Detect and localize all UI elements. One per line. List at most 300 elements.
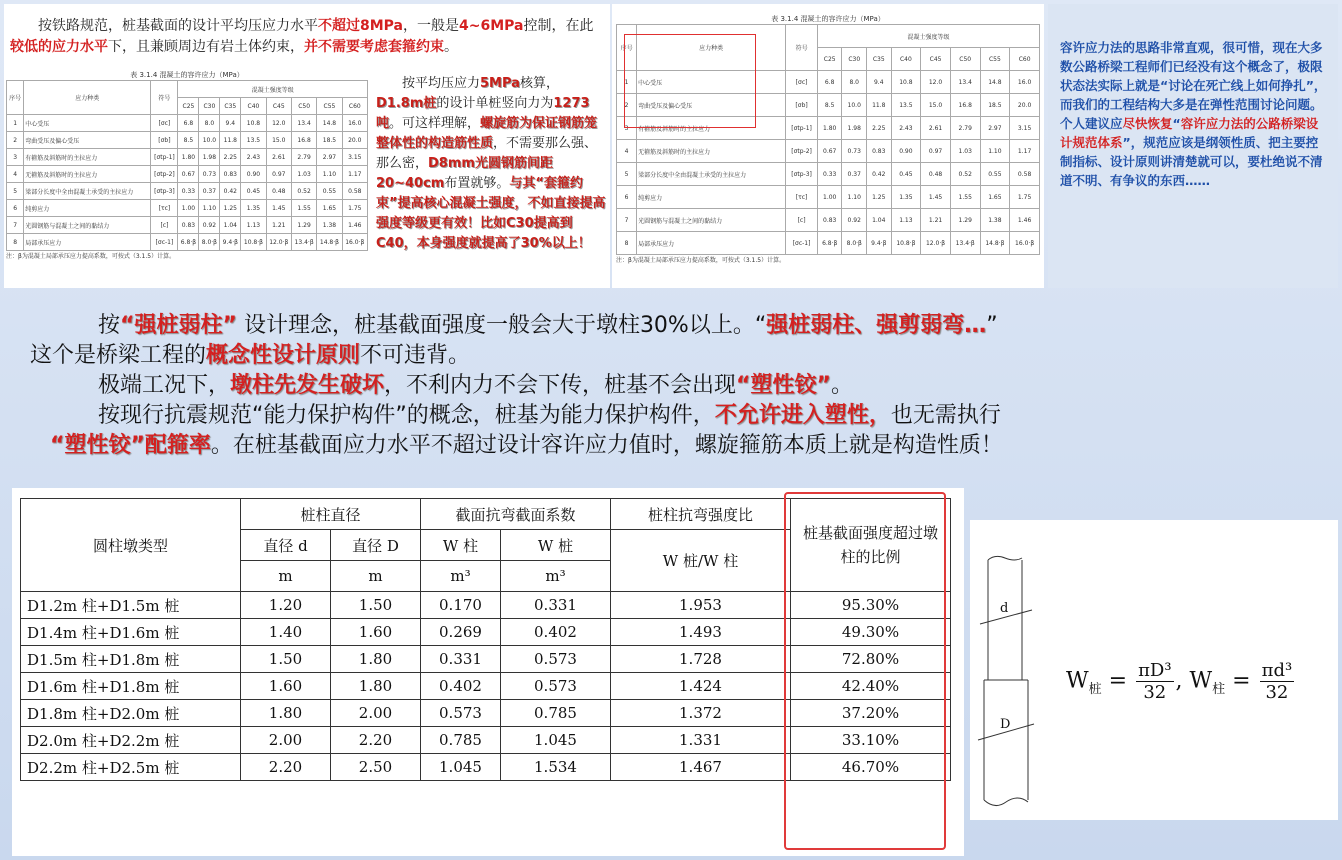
mini-cell-value: 1.10	[842, 186, 867, 209]
mini-cell-no: 8	[7, 234, 24, 251]
cell-type: D1.5m 柱+D1.8m 桩	[21, 646, 241, 673]
cell-d: 1.50	[241, 646, 331, 673]
mini-table-row	[617, 209, 1040, 232]
mini-cell-value: 9.4·β	[220, 234, 241, 251]
mini-cell-type: 纯剪应力	[637, 186, 786, 209]
mini-cell-value: 13.5	[891, 94, 921, 117]
railway-paragraph: 按铁路规范，桩基截面的设计平均压应力水平不超过8MPa，一般是4~6MPa控制，在此较低的应力水平下，且兼顾周边有岩土体约束，并不需要考虑套箍约束。	[10, 18, 594, 55]
mini-cell-value: 1.75	[342, 200, 367, 217]
mini-cell-type: 局部承压应力	[637, 232, 786, 255]
cell-w-pile: 1.045	[501, 727, 611, 754]
mini-cell-value: 1.29	[950, 209, 980, 232]
mini-cell-value: 1.80	[817, 117, 842, 140]
mini-cell-value: 0.48	[266, 183, 291, 200]
mini-table-row	[617, 232, 1040, 255]
mini-cell-value: 6.8·β	[178, 234, 199, 251]
principle-line-2: 这个是桥梁工程的概念性设计原则不可违背。	[30, 343, 471, 368]
mini-header-grade: C30	[842, 48, 867, 71]
mini-header-grade: C50	[950, 48, 980, 71]
cell-strength-ratio: 1.728	[611, 646, 791, 673]
mini-cell-value: 0.55	[317, 183, 342, 200]
cell-D: 2.50	[331, 754, 421, 781]
mini-header-grade: C25	[178, 98, 199, 115]
mini-header-grade: C55	[980, 48, 1010, 71]
mini-cell-no: 1	[7, 115, 24, 132]
cell-d: 1.80	[241, 700, 331, 727]
mini-cell-value: 1.17	[1010, 140, 1040, 163]
cell-w-column: 1.045	[421, 754, 501, 781]
label-d: d	[1000, 601, 1009, 616]
mini-table-row	[617, 163, 1040, 186]
mini-cell-value: 0.52	[291, 183, 316, 200]
mini-cell-value: 0.45	[241, 183, 266, 200]
cell-w-column: 0.331	[421, 646, 501, 673]
cell-D: 2.20	[331, 727, 421, 754]
mini-cell-value: 10.8	[241, 115, 266, 132]
mini-cell-no: 5	[7, 183, 24, 200]
mini-table-row	[7, 217, 368, 234]
mini-cell-value: 16.8	[291, 132, 316, 149]
mini-cell-no: 7	[617, 209, 637, 232]
mini-cell-value: 1.29	[291, 217, 316, 234]
cell-d: 2.20	[241, 754, 331, 781]
mini-cell-value: 6.8·β	[817, 232, 842, 255]
header-D: 直径 D	[331, 530, 421, 561]
pile-column-table-panel	[12, 488, 964, 856]
cell-exceed-ratio: 42.40%	[791, 673, 951, 700]
mini-cell-symbol: [σtp-3]	[786, 163, 818, 186]
mini-cell-type: 有箍筋及斜筋时的主拉应力	[637, 117, 786, 140]
mini-cell-value: 3.15	[1010, 117, 1040, 140]
mini-header-grade: C45	[921, 48, 951, 71]
mini-cell-symbol: [σb]	[151, 132, 178, 149]
cell-d: 2.00	[241, 727, 331, 754]
header-w-ratio: W 桩/W 柱	[611, 530, 791, 592]
mini-cell-value: 0.92	[842, 209, 867, 232]
mini-cell-value: 6.8	[817, 71, 842, 94]
unit-w-pile: m³	[501, 561, 611, 592]
header-w-pile: W 桩	[501, 530, 611, 561]
mini-cell-value: 1.10	[980, 140, 1010, 163]
cell-exceed-ratio: 95.30%	[791, 592, 951, 619]
panel-railway-note	[4, 4, 610, 288]
principle-line-5: “塑性铰”配箍率。在桩基截面应力水平不超过设计容许应力值时，螺旋箍筋本质上就是构造性质！	[50, 433, 1003, 458]
header-w-column: W 柱	[421, 530, 501, 561]
mini-cell-no: 2	[617, 94, 637, 117]
mini-cell-symbol: [σb]	[786, 94, 818, 117]
mini-cell-value: 2.79	[291, 149, 316, 166]
mini-table-title: 表 3.1.4 混凝土的容许应力（MPa）	[130, 71, 244, 79]
principle-line-4: 按现行抗震规范“能力保护构件”的概念，桩基为能力保护构件，不允许进入塑性，也无需执行	[98, 403, 1001, 428]
mini-cell-value: 2.43	[891, 117, 921, 140]
cell-strength-ratio: 1.953	[611, 592, 791, 619]
mini-table-row	[617, 186, 1040, 209]
principle-line-3: 极端工况下，墩柱先发生破坏，不利内力不会下传，桩基不会出现“塑性铰”。	[98, 373, 853, 398]
mini-header-type: 应力种类	[24, 81, 151, 115]
header-strength-ratio: 桩柱抗弯强度比	[611, 499, 791, 530]
mini-cell-value: 1.38	[317, 217, 342, 234]
mini-header-grade: C60	[1010, 48, 1040, 71]
mini-header-grade: C50	[291, 98, 316, 115]
mini-cell-value: 1.35	[241, 200, 266, 217]
mini-cell-value: 1.65	[980, 186, 1010, 209]
mini-cell-value: 11.8	[220, 132, 241, 149]
mini-cell-no: 2	[7, 132, 24, 149]
mini-cell-no: 1	[617, 71, 637, 94]
mini-cell-value: 13.4·β	[950, 232, 980, 255]
cell-type: D1.6m 柱+D1.8m 桩	[21, 673, 241, 700]
mini-cell-no: 4	[7, 166, 24, 183]
mini-header-grade-group: 混凝土强度等级	[178, 81, 368, 98]
mini-cell-value: 1.46	[342, 217, 367, 234]
mini-cell-no: 7	[7, 217, 24, 234]
mini-header-grade: C35	[867, 48, 892, 71]
header-type: 圆柱墩类型	[21, 499, 241, 592]
cell-strength-ratio: 1.493	[611, 619, 791, 646]
mini-cell-value: 1.25	[867, 186, 892, 209]
mini-cell-no: 6	[617, 186, 637, 209]
section-modulus-formula: $W_桩$ = $\frac{\text{πD³}}{32}$ , $W_柱$ = $\frac{\text{πd³}}{32}$	[1066, 660, 1293, 703]
cell-exceed-ratio: 46.70%	[791, 754, 951, 781]
mini-cell-type: 光圆钢筋与混凝土之间的黏结力	[637, 209, 786, 232]
mini-cell-symbol: [σtp-2]	[786, 140, 818, 163]
mini-cell-value: 1.80	[178, 149, 199, 166]
mini-cell-no: 3	[7, 149, 24, 166]
mini-cell-value: 1.55	[291, 200, 316, 217]
mini-header-grade: C45	[266, 98, 291, 115]
unit-D: m	[331, 561, 421, 592]
panel-allowable-stress-table	[612, 4, 1044, 288]
mini-cell-value: 8.0·β	[842, 232, 867, 255]
unit-w-column: m³	[421, 561, 501, 592]
mini-cell-value: 14.8	[980, 71, 1010, 94]
mini-cell-no: 8	[617, 232, 637, 255]
mini-cell-value: 1.25	[220, 200, 241, 217]
mini-cell-value: 2.97	[317, 149, 342, 166]
mini-cell-value: 0.33	[817, 163, 842, 186]
mini-cell-value: 13.5	[241, 132, 266, 149]
mini-cell-value: 1.98	[842, 117, 867, 140]
mini-cell-symbol: [σtp-2]	[151, 166, 178, 183]
opinion-text: 容许应力法的思路非常直观，很可惜，现在大多数公路桥梁工程师们已经没有这个概念了，极限状态法实际上就是“讨论在死亡线上如何挣扎”，而我们的工程结构大多是在弹性范围讨论问题。个人建议应尽快恢复“容许应力法的公路桥梁设计规范体系”，规范应该是纲领性质、把主要控制指标、设计原则讲清楚就可以，要杜绝说不清道不明、有争议的东西……	[1060, 40, 1327, 188]
mini-cell-type: 有箍筋及斜筋时的主拉应力	[24, 149, 151, 166]
mini-cell-value: 12.0·β	[266, 234, 291, 251]
mini-cell-value: 8.0	[199, 115, 220, 132]
mini-cell-value: 0.33	[178, 183, 199, 200]
mini-table-left	[6, 70, 368, 260]
cell-strength-ratio: 1.331	[611, 727, 791, 754]
header-diameter: 桩柱直径	[241, 499, 421, 530]
mini-cell-value: 0.67	[817, 140, 842, 163]
mini-cell-value: 8.0	[842, 71, 867, 94]
mini-header-grade: C40	[241, 98, 266, 115]
cell-exceed-ratio: 37.20%	[791, 700, 951, 727]
mini-cell-type: 纯剪应力	[24, 200, 151, 217]
mini-cell-value: 0.97	[921, 140, 951, 163]
mini-cell-type: 中心受压	[24, 115, 151, 132]
mini-cell-value: 0.48	[921, 163, 951, 186]
mini-cell-value: 6.8	[178, 115, 199, 132]
mini-cell-value: 2.61	[921, 117, 951, 140]
mini-cell-value: 2.79	[950, 117, 980, 140]
cell-d: 1.20	[241, 592, 331, 619]
mini-header-symbol: 符号	[151, 81, 178, 115]
mini-table-row	[7, 166, 368, 183]
mini-table-title: 表 3.1.4 混凝土的容许应力（MPa）	[771, 15, 885, 23]
mini-cell-value: 0.37	[842, 163, 867, 186]
mini-cell-no: 4	[617, 140, 637, 163]
mini-cell-value: 1.10	[199, 200, 220, 217]
exceed-ratio-highlight	[784, 492, 946, 850]
cell-w-pile: 0.331	[501, 592, 611, 619]
mini-cell-value: 16.0·β	[1010, 232, 1040, 255]
highlight-frame	[624, 34, 756, 128]
mini-cell-value: 0.45	[891, 163, 921, 186]
cell-type: D2.0m 柱+D2.2m 桩	[21, 727, 241, 754]
mini-header-grade: C40	[891, 48, 921, 71]
mini-header-grade: C55	[317, 98, 342, 115]
pile-column-figure	[970, 520, 1338, 820]
mini-cell-symbol: [c]	[786, 209, 818, 232]
mini-cell-value: 8.0·β	[199, 234, 220, 251]
mini-cell-symbol: [σc]	[151, 115, 178, 132]
cell-w-column: 0.170	[421, 592, 501, 619]
mini-cell-value: 0.67	[178, 166, 199, 183]
mini-cell-value: 2.97	[980, 117, 1010, 140]
mini-cell-value: 10.0	[199, 132, 220, 149]
mini-header-grade: C25	[817, 48, 842, 71]
mini-cell-value: 1.00	[178, 200, 199, 217]
mini-cell-value: 1.45	[921, 186, 951, 209]
mini-cell-value: 1.21	[266, 217, 291, 234]
mini-cell-value: 3.15	[342, 149, 367, 166]
cell-D: 1.50	[331, 592, 421, 619]
mini-cell-value: 0.83	[178, 217, 199, 234]
mini-table-row	[7, 149, 368, 166]
cell-exceed-ratio: 49.30%	[791, 619, 951, 646]
mini-cell-value: 20.0	[342, 132, 367, 149]
mini-cell-value: 18.5	[317, 132, 342, 149]
mini-cell-value: 9.4·β	[867, 232, 892, 255]
mini-cell-type: 梁部分长度中全由混凝土承受的主拉应力	[24, 183, 151, 200]
mini-cell-value: 16.0·β	[342, 234, 367, 251]
header-section-modulus: 截面抗弯截面系数	[421, 499, 611, 530]
mini-cell-value: 0.73	[842, 140, 867, 163]
cell-type: D2.2m 柱+D2.5m 桩	[21, 754, 241, 781]
mini-cell-value: 0.83	[220, 166, 241, 183]
mini-cell-value: 1.04	[220, 217, 241, 234]
mini-header-symbol: 符号	[786, 25, 818, 71]
panel-opinion	[1048, 4, 1338, 288]
cell-d: 1.60	[241, 673, 331, 700]
mini-cell-value: 14.8	[317, 115, 342, 132]
mini-header-no: 序号	[7, 81, 24, 115]
mini-cell-value: 10.8·β	[891, 232, 921, 255]
mini-cell-value: 0.58	[342, 183, 367, 200]
design-principles-text	[0, 296, 1342, 518]
mini-cell-value: 0.83	[817, 209, 842, 232]
mini-cell-symbol: [σc-1]	[151, 234, 178, 251]
mini-cell-type: 光圆钢筋与混凝土之间的黏结力	[24, 217, 151, 234]
mini-cell-value: 10.8·β	[241, 234, 266, 251]
mini-cell-value: 8.5	[178, 132, 199, 149]
mini-cell-value: 13.4	[291, 115, 316, 132]
cell-exceed-ratio: 33.10%	[791, 727, 951, 754]
mini-cell-value: 0.52	[950, 163, 980, 186]
mini-cell-value: 0.73	[199, 166, 220, 183]
mini-cell-value: 12.0·β	[921, 232, 951, 255]
cell-w-pile: 0.402	[501, 619, 611, 646]
mini-cell-value: 0.92	[199, 217, 220, 234]
mini-cell-type: 局部承压应力	[24, 234, 151, 251]
mini-cell-value: 1.10	[317, 166, 342, 183]
mini-cell-symbol: [σtp-1]	[151, 149, 178, 166]
cell-w-pile: 0.573	[501, 673, 611, 700]
header-exceed-ratio: 桩基截面强度超过墩柱的比例	[791, 499, 951, 592]
cell-strength-ratio: 1.372	[611, 700, 791, 727]
mini-header-grade: C60	[342, 98, 367, 115]
header-d: 直径 d	[241, 530, 331, 561]
mini-table-row	[7, 115, 368, 132]
mini-table-row	[7, 234, 368, 251]
mini-cell-value: 9.4	[867, 71, 892, 94]
mini-table-row	[617, 140, 1040, 163]
mini-cell-type: 中心受压	[637, 71, 786, 94]
mini-cell-value: 1.17	[342, 166, 367, 183]
mini-cell-value: 0.42	[220, 183, 241, 200]
mini-cell-symbol: [τc]	[786, 186, 818, 209]
mini-cell-value: 1.65	[317, 200, 342, 217]
mini-cell-value: 10.0	[842, 94, 867, 117]
mini-cell-value: 9.4	[220, 115, 241, 132]
mini-cell-type: 弯曲受压及偏心受压	[637, 94, 786, 117]
mini-cell-value: 11.8	[867, 94, 892, 117]
column-break-line	[988, 556, 1022, 560]
mini-cell-value: 1.00	[817, 186, 842, 209]
mini-cell-value: 13.4	[950, 71, 980, 94]
mini-cell-no: 3	[617, 117, 637, 140]
mini-cell-type: 无箍筋及斜筋时的主拉应力	[24, 166, 151, 183]
mini-cell-value: 1.55	[950, 186, 980, 209]
cell-type: D1.4m 柱+D1.6m 桩	[21, 619, 241, 646]
cell-w-pile: 1.534	[501, 754, 611, 781]
cell-D: 1.60	[331, 619, 421, 646]
mini-cell-value: 1.04	[867, 209, 892, 232]
mini-cell-value: 1.45	[266, 200, 291, 217]
mini-cell-value: 18.5	[980, 94, 1010, 117]
mini-cell-value: 1.03	[950, 140, 980, 163]
cell-w-pile: 0.785	[501, 700, 611, 727]
side-explanation: 按平均压应力5MPa核算，D1.8m桩的设计单桩竖向力为1273吨。可这样理解，螺旋筋为保证钢筋笼整体性的构造筋性质，不需要那么强、那么密，D8mm光圆钢筋间距20~40cm布置就够。与其“套箍约束”提高核心混凝土强度，不如直接提高强度等级更有效！比如C30提高到C40，本身强度就提高了30%以上！	[376, 76, 606, 251]
mini-cell-value: 1.75	[1010, 186, 1040, 209]
unit-d: m	[241, 561, 331, 592]
cell-D: 1.80	[331, 646, 421, 673]
mini-cell-symbol: [c]	[151, 217, 178, 234]
mini-cell-value: 0.37	[199, 183, 220, 200]
mini-cell-value: 16.0	[342, 115, 367, 132]
cell-w-column: 0.269	[421, 619, 501, 646]
mini-cell-value: 12.0	[921, 71, 951, 94]
mini-table-row	[7, 200, 368, 217]
cell-D: 2.00	[331, 700, 421, 727]
mini-cell-value: 0.97	[266, 166, 291, 183]
mini-cell-value: 10.8	[891, 71, 921, 94]
pile-break-line	[984, 798, 1028, 806]
cell-strength-ratio: 1.424	[611, 673, 791, 700]
cell-type: D1.2m 柱+D1.5m 桩	[21, 592, 241, 619]
mini-cell-value: 15.0	[921, 94, 951, 117]
mini-header-grade: C30	[199, 98, 220, 115]
cell-exceed-ratio: 72.80%	[791, 646, 951, 673]
mini-cell-value: 0.58	[1010, 163, 1040, 186]
mini-cell-value: 2.61	[266, 149, 291, 166]
cell-w-column: 0.402	[421, 673, 501, 700]
mini-cell-value: 1.98	[199, 149, 220, 166]
mini-table-row	[7, 132, 368, 149]
cell-type: D1.8m 柱+D2.0m 桩	[21, 700, 241, 727]
mini-cell-symbol: [σc-1]	[786, 232, 818, 255]
mini-cell-value: 15.0	[266, 132, 291, 149]
mini-cell-value: 16.0	[1010, 71, 1040, 94]
mini-cell-value: 1.38	[980, 209, 1010, 232]
mini-cell-value: 14.8·β	[317, 234, 342, 251]
label-D: D	[1000, 717, 1011, 732]
mini-header-grade: C35	[220, 98, 241, 115]
mini-cell-value: 20.0	[1010, 94, 1040, 117]
principle-line-1: 按“强桩弱柱” 设计理念，桩基截面强度一般会大于墩柱30%以上。“强桩弱柱、强剪弱弯…”	[98, 313, 998, 338]
mini-cell-no: 5	[617, 163, 637, 186]
mini-cell-symbol: [σtp-1]	[786, 117, 818, 140]
mini-header-type: 应力种类	[637, 25, 786, 71]
mini-cell-value: 1.46	[1010, 209, 1040, 232]
mini-cell-value: 16.8	[950, 94, 980, 117]
mini-cell-value: 1.13	[891, 209, 921, 232]
cell-d: 1.40	[241, 619, 331, 646]
mini-cell-type: 无箍筋及斜筋时的主拉应力	[637, 140, 786, 163]
mini-cell-value: 0.42	[867, 163, 892, 186]
mini-cell-value: 0.55	[980, 163, 1010, 186]
mini-cell-value: 1.03	[291, 166, 316, 183]
mini-cell-value: 2.25	[867, 117, 892, 140]
mini-table-note: 注：β为混凝土局部承压应力提高系数，可按式（3.1.5）计算。	[616, 257, 786, 264]
mini-cell-value: 13.4·β	[291, 234, 316, 251]
mini-cell-value: 1.13	[241, 217, 266, 234]
mini-cell-value: 14.8·β	[980, 232, 1010, 255]
mini-header-grade-group: 混凝土强度等级	[817, 25, 1039, 48]
mini-cell-symbol: [σtp-3]	[151, 183, 178, 200]
cell-strength-ratio: 1.467	[611, 754, 791, 781]
cell-D: 1.80	[331, 673, 421, 700]
cell-w-column: 0.785	[421, 727, 501, 754]
mini-cell-value: 1.35	[891, 186, 921, 209]
mini-cell-value: 8.5	[817, 94, 842, 117]
mini-header-no: 序号	[617, 25, 637, 71]
mini-cell-value: 0.90	[891, 140, 921, 163]
mini-cell-value: 2.43	[241, 149, 266, 166]
mini-cell-symbol: [τc]	[151, 200, 178, 217]
mini-cell-value: 12.0	[266, 115, 291, 132]
mini-cell-no: 6	[7, 200, 24, 217]
mini-cell-value: 1.21	[921, 209, 951, 232]
mini-cell-symbol: [σc]	[786, 71, 818, 94]
cell-w-pile: 0.573	[501, 646, 611, 673]
mini-cell-value: 0.83	[867, 140, 892, 163]
mini-cell-value: 2.25	[220, 149, 241, 166]
mini-table-note: 注：β为混凝土局部承压应力提高系数，可按式（3.1.5）计算。	[6, 253, 176, 260]
mini-cell-type: 梁部分长度中全由混凝土承受的主拉应力	[637, 163, 786, 186]
mini-cell-type: 弯曲受压及偏心受压	[24, 132, 151, 149]
mini-table-row	[7, 183, 368, 200]
